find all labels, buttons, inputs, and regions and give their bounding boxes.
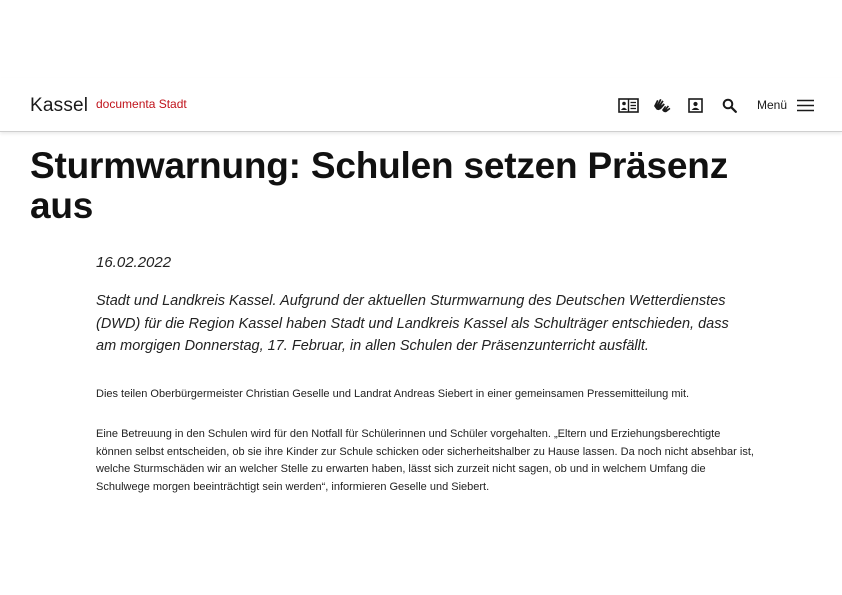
- easy-language-icon[interactable]: [617, 96, 639, 114]
- menu-label: Menü: [757, 98, 788, 112]
- page-title: Sturmwarnung: Schulen setzen Präsenz aus: [30, 145, 729, 226]
- site-header: [0, 78, 842, 132]
- site-logo[interactable]: Kassel: [30, 95, 89, 116]
- hamburger-icon: [797, 99, 814, 112]
- search-icon[interactable]: [718, 96, 740, 114]
- article-date: 16.02.2022: [96, 254, 172, 271]
- article-paragraph: Eine Betreuung in den Schulen wird für den Notfall für Schülerinnen und Schüler vorgehalten. „Eltern und Erziehungsberechtigte können selbst entscheiden, ob sie ihre Kinder zur Schule schicken oder sicherheitshalber zu Hause lassen. Da noch nicht absehbar ist, welche Sturmschäden wir an welcher Stelle zu erwarten haben, lässt sich zurzeit nicht sagen, ob und in welchem Umfang die Schulwege morgen beeinträchtigt sein werden“, informieren Geselle und Siebert.: [96, 428, 754, 493]
- article-paragraph: Dies teilen Oberbürgermeister Christian Geselle und Landrat Andreas Siebert in einer gemeinsamen Pressemitteilung mit.: [96, 388, 690, 400]
- site-tagline[interactable]: documenta Stadt: [96, 97, 187, 111]
- contact-card-icon[interactable]: [684, 96, 706, 114]
- menu-button[interactable]: [757, 96, 814, 114]
- sign-language-icon[interactable]: [651, 96, 673, 114]
- article-lead: Stadt und Landkreis Kassel. Aufgrund der aktuellen Sturmwarnung des Deutschen Wetterdienstes (DWD) für die Region Kassel haben Stadt und Landkreis Kassel als Schulträger entschieden, dass am morgigen Donnerstag, 17. Februar, in allen Schulen der Präsenzunterricht ausfällt.: [96, 293, 729, 354]
